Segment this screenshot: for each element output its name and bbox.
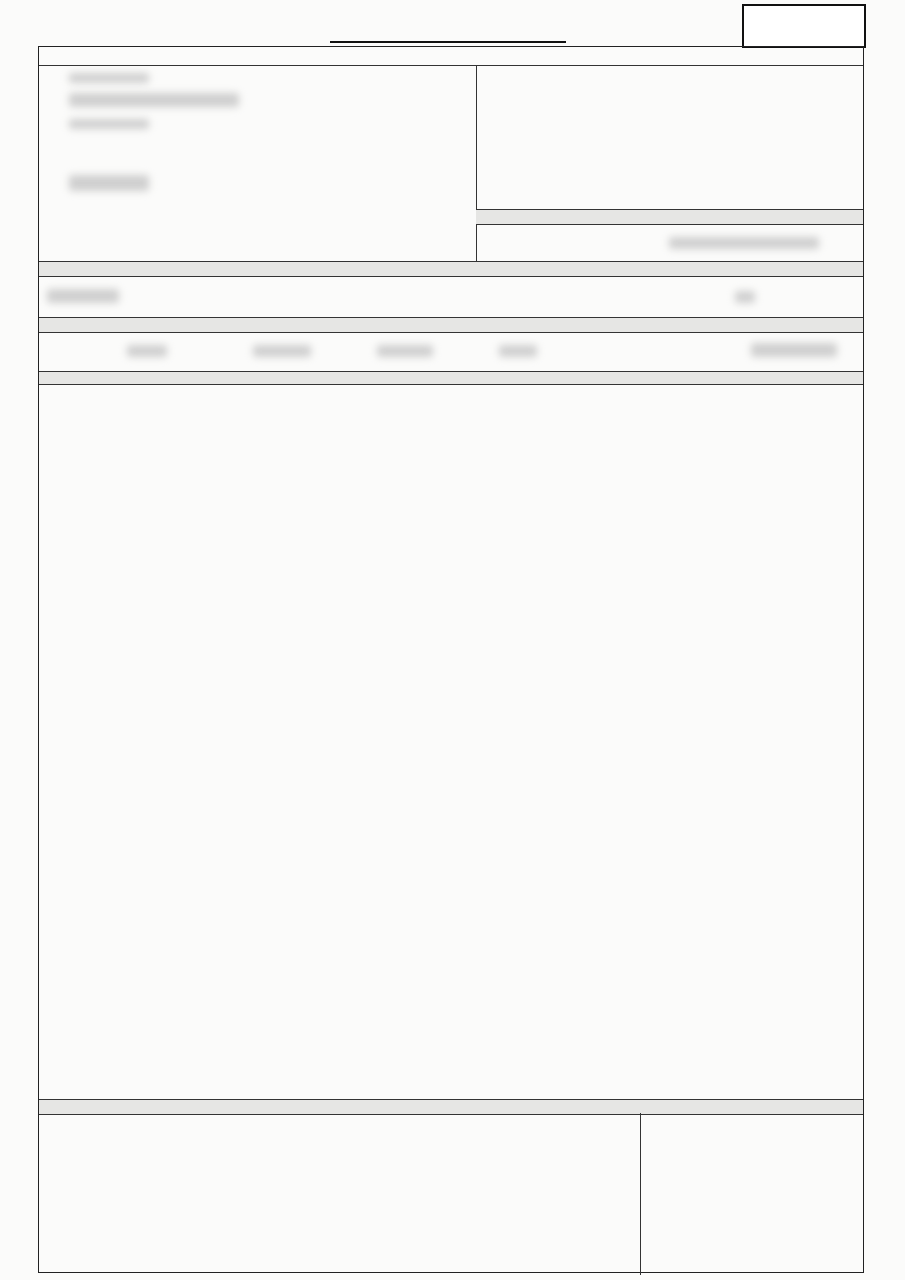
redacted-reg-no — [127, 345, 167, 357]
redacted-customer-no — [377, 345, 433, 357]
redacted-invoice-number — [669, 237, 819, 249]
invoice-frame — [38, 46, 864, 1273]
redacted-customer-line — [69, 119, 149, 129]
redacted-wip-no — [499, 345, 537, 357]
thanks-band — [39, 1099, 863, 1115]
vehicle-header-band — [39, 261, 863, 277]
redacted-staff — [751, 343, 837, 357]
redacted-chassis-tail — [735, 291, 755, 303]
registration-header-band — [39, 317, 863, 333]
redacted-contact — [253, 345, 311, 357]
title-underline — [330, 41, 566, 43]
redacted-customer-name — [69, 175, 149, 191]
brand-logo — [742, 4, 866, 48]
redacted-customer-line — [69, 73, 149, 83]
redacted-customer-line — [69, 93, 239, 107]
redacted-customer — [47, 289, 119, 303]
items-header-band — [39, 371, 863, 385]
contact-header-band — [476, 209, 863, 225]
